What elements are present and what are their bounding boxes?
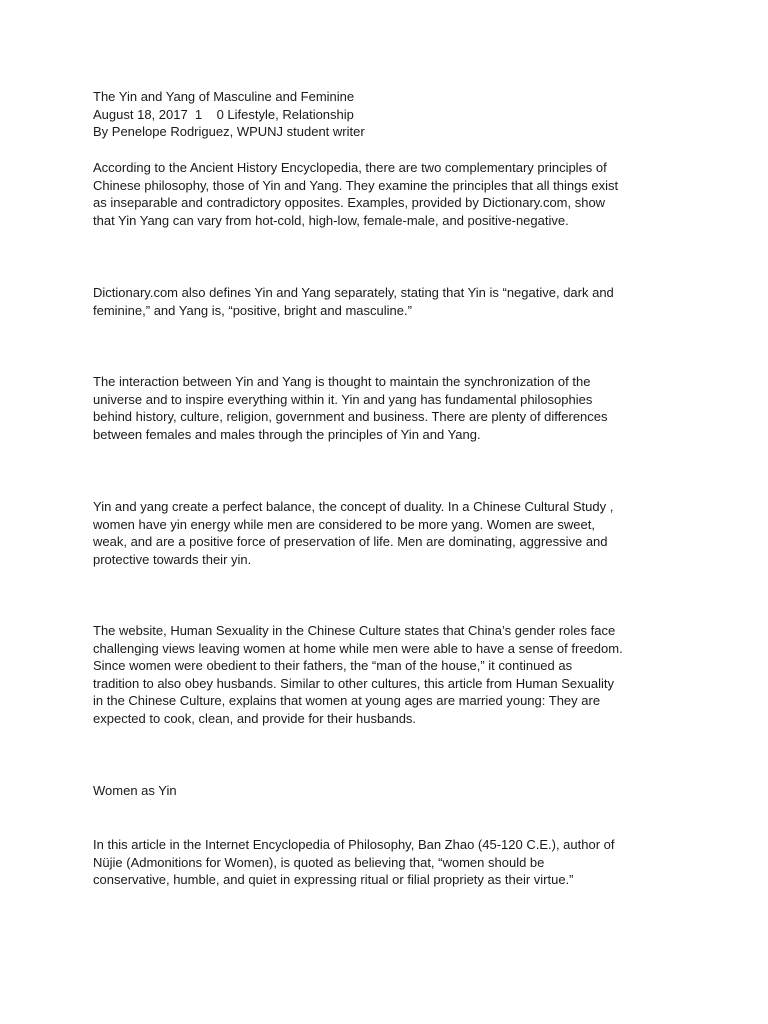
paragraph-line: that Yin Yang can vary from hot-cold, high-low, female-male, and positive-negative.: [93, 212, 569, 228]
paragraph-line: Dictionary.com also defines Yin and Yang separately, stating that Yin is “negative, dark and: [93, 285, 614, 300]
paragraph-line: universe and to inspire everything within it. Yin and yang has fundamental philosophies: [93, 391, 593, 407]
paragraph-line: The website, Human Sexuality in the Chinese Culture states that China’s gender roles face: [93, 623, 616, 638]
paragraph-line: expected to cook, clean, and provide for their husbands.: [93, 710, 417, 726]
paragraph: [93, 373, 683, 443]
paragraph-line: conservative, humble, and quiet in expressing ritual or filial propriety as their virtue.”: [93, 872, 574, 888]
paragraph-line: Chinese philosophy, those of Yin and Yang. They examine the principles that all things exist: [93, 177, 619, 193]
paragraph-line: The interaction between Yin and Yang is thought to maintain the synchronization of the: [93, 374, 591, 389]
paragraph-line: In this article in the Internet Encyclopedia of Philosophy, Ban Zhao (45-120 C.E.), author of: [93, 837, 615, 852]
paragraph-line: challenging views leaving women at home while men were able to have a sense of freedom.: [93, 640, 623, 656]
paragraph-line: Yin and yang create a perfect balance, the concept of duality. In a Chinese Cultural Study ,: [93, 499, 614, 514]
paragraph: [93, 498, 683, 568]
paragraph-line: feminine,” and Yang is, “positive, bright and masculine.”: [93, 302, 412, 318]
paragraph: [93, 836, 683, 889]
article-title: The Yin and Yang of Masculine and Feminine: [93, 89, 355, 104]
paragraph: [93, 159, 683, 229]
paragraph-line: tradition to also obey husbands. Similar to other cultures, this article from Human Sexuality: [93, 675, 614, 691]
article-byline: By Penelope Rodriguez, WPUNJ student writer: [93, 124, 365, 140]
paragraph: [93, 622, 683, 728]
paragraph-line: as inseparable and contradictory opposites. Examples, provided by Dictionary.com, show: [93, 195, 606, 211]
section-heading-text: Women as Yin: [93, 783, 177, 798]
paragraph-line: weak, and are a positive force of preservation of life. Men are dominating, aggressive and: [93, 534, 608, 550]
article-meta: August 18, 2017 1 0 Lifestyle, Relationship: [93, 106, 354, 122]
paragraph-line: behind history, culture, religion, government and business. There are plenty of differences: [93, 409, 608, 425]
paragraph-line: women have yin energy while men are considered to be more yang. Women are sweet,: [93, 516, 595, 532]
paragraph-line: According to the Ancient History Encyclopedia, there are two complementary principles of: [93, 160, 607, 175]
paragraph-line: protective towards their yin.: [93, 551, 252, 567]
document-header: [93, 88, 683, 141]
paragraph: [93, 284, 683, 319]
paragraph-line: Nüjie (Admonitions for Women), is quoted as believing that, “women should be: [93, 854, 545, 870]
paragraph-line: between females and males through the principles of Yin and Yang.: [93, 426, 481, 442]
section-heading: [93, 782, 683, 800]
paragraph-line: in the Chinese Culture, explains that women at young ages are married young: They are: [93, 693, 601, 709]
paragraph-line: Since women were obedient to their fathers, the “man of the house,” it continued as: [93, 658, 573, 674]
